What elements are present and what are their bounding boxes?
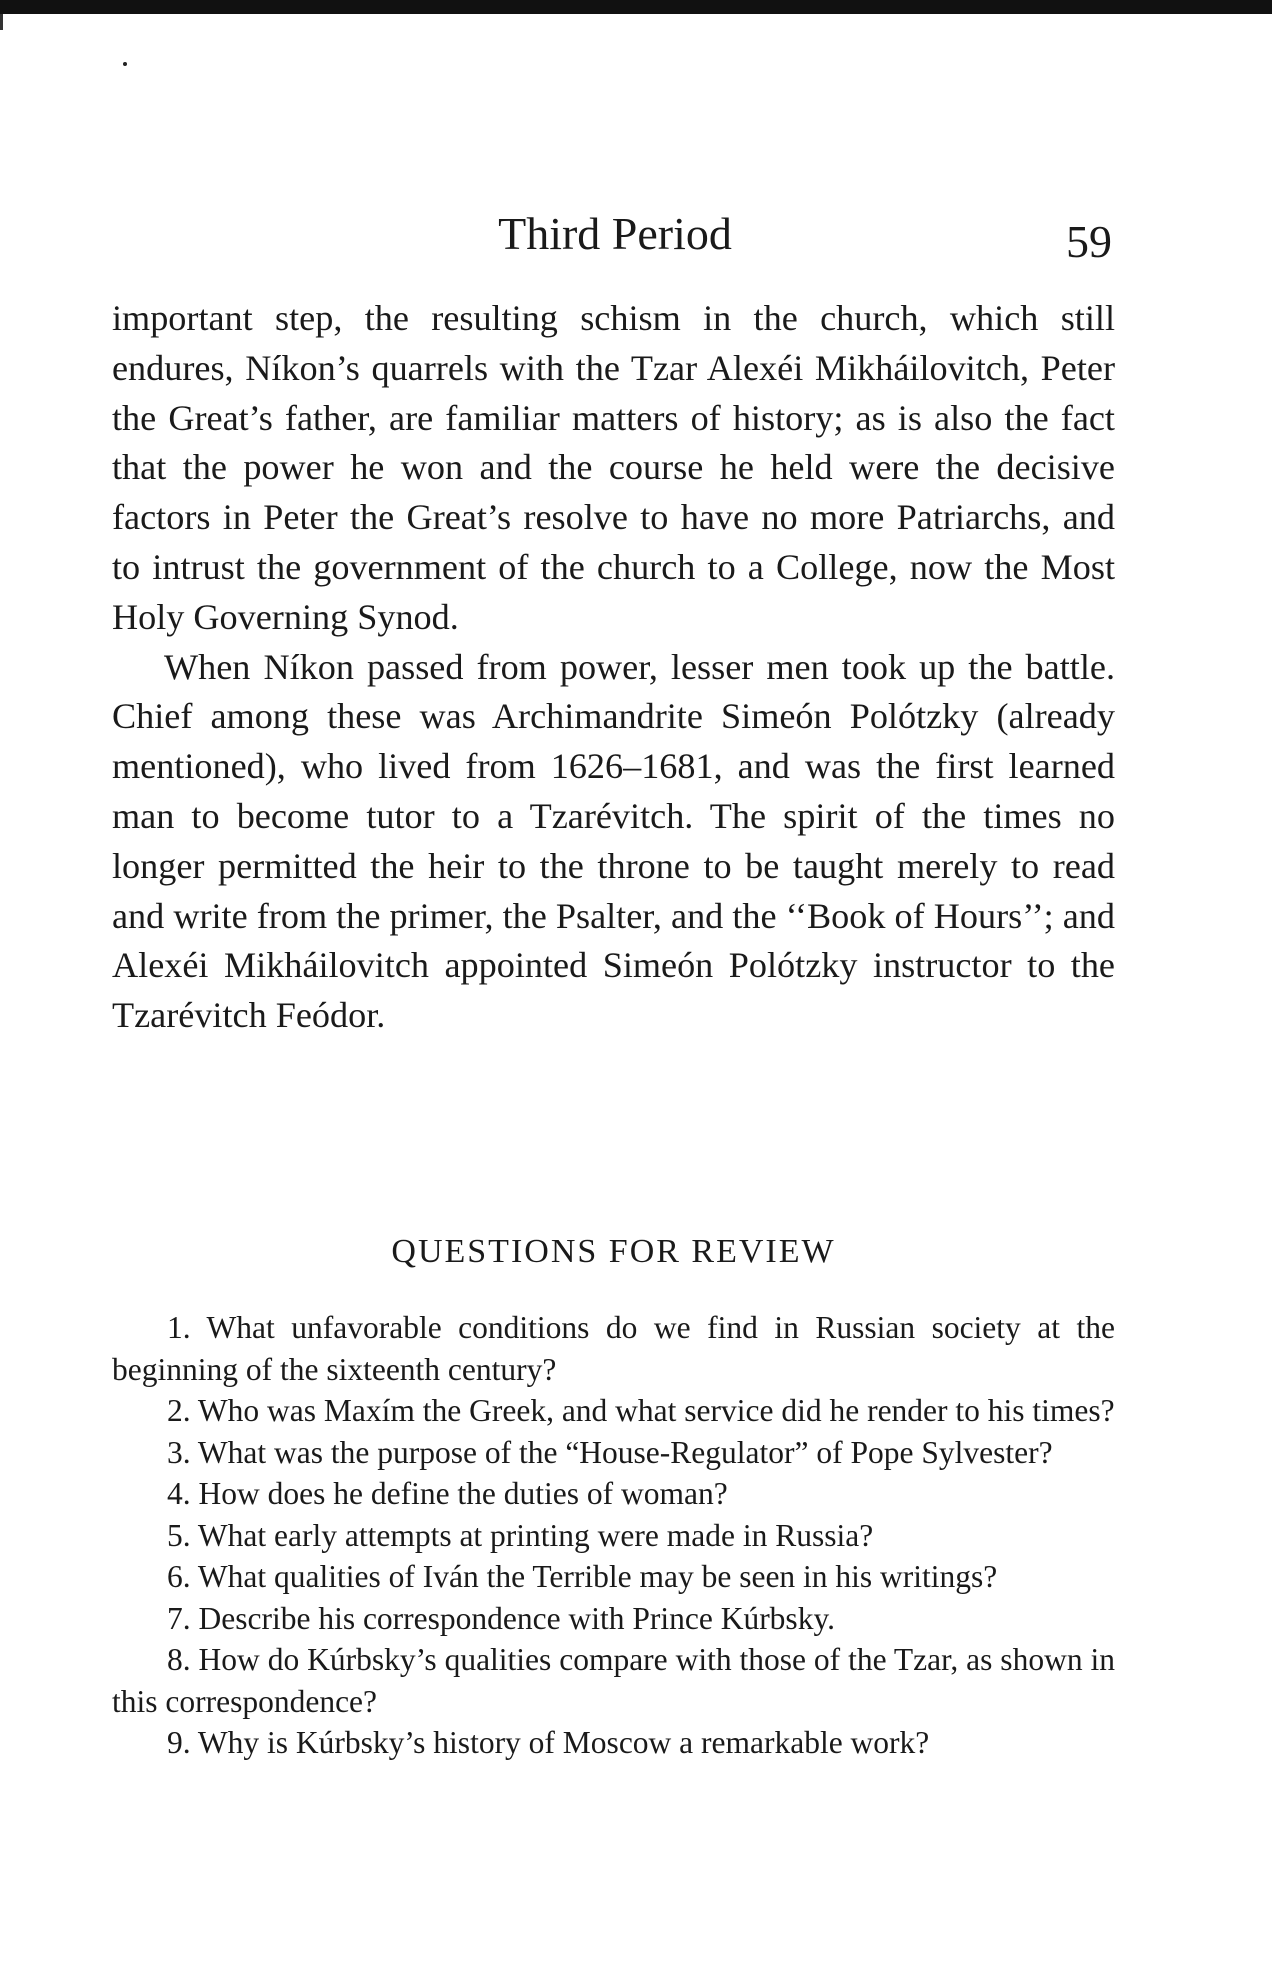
paragraph-continuation: important step, the resulting schism in the church, which still endures, Níkon’s quarrels with the Tzar Alexéi Mikháilovitch, Peter the Great’s father, are familiar matters of history; as is also the fact that the power he won and the course he held were the decisive factors in Peter the Great’s resolve to have no more Patriarchs, and to intrust the government of the church to a College, now the Most Holy Governing Synod. — [112, 298, 1115, 637]
print-speck — [123, 62, 127, 66]
top-edge-rule — [0, 0, 1272, 14]
questions-heading: QUESTIONS FOR REVIEW — [391, 1233, 836, 1270]
body-text — [112, 294, 1115, 1041]
question-item: 4. How does he define the duties of woman? — [167, 1476, 728, 1511]
question-item: 1. What unfavorable conditions do we find in Russian society at the beginning of the sixteenth century? — [112, 1310, 1115, 1387]
page-number: 59 — [1066, 216, 1112, 267]
question-item: 3. What was the purpose of the “House-Regulator” of Pope Sylvester? — [167, 1434, 1053, 1470]
running-head — [110, 204, 1120, 267]
question-item: 9. Why is Kúrbsky’s history of Moscow a remarkable work? — [167, 1725, 930, 1760]
questions-list — [112, 1307, 1115, 1764]
running-title: Third Period — [498, 208, 732, 259]
question-item: 8. How do Kúrbsky’s qualities compare with those of the Tzar, as shown in this correspondence? — [112, 1642, 1115, 1719]
question-item: 2. Who was Maxím the Greek, and what service did he render to his times? — [167, 1393, 1115, 1428]
edge-mark — [0, 14, 3, 30]
paragraph: When Níkon passed from power, lesser men took up the battle. Chief among these was Archimandrite Simeón Polótzky (already mentioned), who lived from 1626–1681, and was the first learned man to become tutor to a Tzarévitch. The spirit of the times no longer permitted the heir to the throne to be taught merely to read and write from the primer, the Psalter, and the ‘‘Book of Hours’’; and Alexéi Mikháilovitch appointed Simeón Polótzky instructor to the Tzarévitch Feódor. — [112, 646, 1115, 1036]
question-item: 7. Describe his correspondence with Prince Kúrbsky. — [167, 1600, 836, 1636]
question-item: 6. What qualities of Iván the Terrible may be seen in his writings? — [167, 1559, 998, 1594]
question-item: 5. What early attempts at printing were made in Russia? — [167, 1517, 874, 1553]
